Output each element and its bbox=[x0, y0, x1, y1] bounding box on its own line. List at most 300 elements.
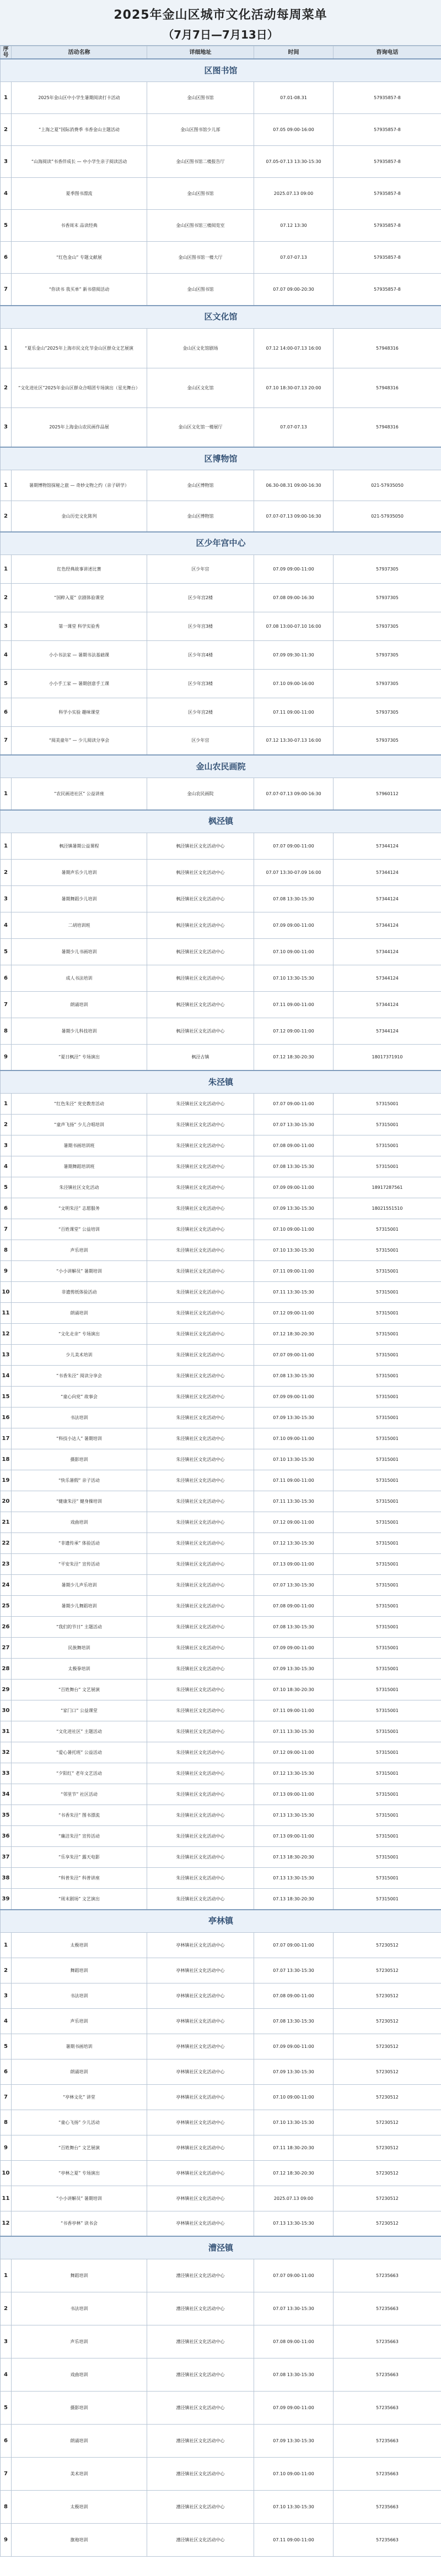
activity-name: 暑期少儿书画培训 bbox=[12, 938, 147, 965]
time: 07.12 09:00-11:00 bbox=[254, 1303, 334, 1324]
address: 朱泾镇社区文化活动中心 bbox=[147, 1617, 254, 1638]
activity-name: “百姓课堂” 公益培训 bbox=[12, 1219, 147, 1240]
activity-name: 舞蹈培训 bbox=[12, 2259, 147, 2292]
time: 07.08 09:00-11:00 bbox=[254, 1135, 334, 1156]
phone: 57315001 bbox=[334, 1847, 441, 1868]
row-index: 8 bbox=[1, 1018, 12, 1044]
time: 06.30-08.31 09:00-16:30 bbox=[254, 470, 334, 501]
table-body bbox=[1, 59, 441, 2557]
activity-name: 戏曲培训 bbox=[12, 1512, 147, 1533]
time: 07.10 18:30-07.13 20:00 bbox=[254, 368, 334, 407]
phone: 57344124 bbox=[334, 965, 441, 991]
table-row bbox=[1, 501, 441, 532]
table-row bbox=[1, 2186, 441, 2211]
time: 07.09 13:30-15:30 bbox=[254, 2059, 334, 2084]
row-index: 14 bbox=[1, 1366, 12, 1387]
phone: 57235663 bbox=[334, 2259, 441, 2292]
table-row bbox=[1, 1303, 441, 1324]
table-header bbox=[1, 46, 441, 59]
row-index: 6 bbox=[1, 242, 12, 274]
activity-name: 声乐培训 bbox=[12, 2325, 147, 2358]
table-row bbox=[1, 859, 441, 885]
table-row bbox=[1, 612, 441, 640]
time: 07.11 13:30-15:30 bbox=[254, 1282, 334, 1303]
time: 07.11 09:00-11:00 bbox=[254, 2524, 334, 2557]
activity-name: “童声飞扬” 少儿合唱培训 bbox=[12, 1115, 147, 1135]
address: 亭林镇社区文化活动中心 bbox=[147, 2008, 254, 2034]
activity-name: “红色朱泾” 党史教育活动 bbox=[12, 1094, 147, 1115]
time: 07.09 09:30-11:30 bbox=[254, 640, 334, 669]
activity-name: “快乐暑假” 亲子活动 bbox=[12, 1470, 147, 1491]
phone: 57235663 bbox=[334, 2325, 441, 2358]
activity-name: 美术培训 bbox=[12, 2458, 147, 2491]
table-row bbox=[1, 2135, 441, 2160]
activity-name: 舞蹈培训 bbox=[12, 1958, 147, 1983]
activity-name: 暑期书画培训 bbox=[12, 2034, 147, 2059]
table-row bbox=[1, 1156, 441, 1177]
address: 金山区博物馆 bbox=[147, 470, 254, 501]
row-index: 18 bbox=[1, 1449, 12, 1470]
table-row bbox=[1, 114, 441, 146]
phone: 57315001 bbox=[334, 1554, 441, 1575]
table-row bbox=[1, 1533, 441, 1554]
phone: 57235663 bbox=[334, 2491, 441, 2524]
row-index: 24 bbox=[1, 1575, 12, 1596]
time: 07.13 13:30-15:30 bbox=[254, 1868, 334, 1889]
table-row bbox=[1, 1407, 441, 1428]
address: 朱泾镇社区文化活动中心 bbox=[147, 1387, 254, 1407]
table-row bbox=[1, 1659, 441, 1680]
activity-name: “你读书 我买单” 新书借阅活动 bbox=[12, 274, 147, 306]
phone: 57230512 bbox=[334, 1932, 441, 1958]
activity-name: “乐享朱泾” 露天电影 bbox=[12, 1847, 147, 1868]
activity-name: “夕阳红” 老年文艺活动 bbox=[12, 1763, 147, 1784]
address: 亭林镇社区文化活动中心 bbox=[147, 2211, 254, 2236]
table-row bbox=[1, 726, 441, 755]
table-row bbox=[1, 1596, 441, 1617]
address: 亭林镇社区文化活动中心 bbox=[147, 2034, 254, 2059]
row-index: 1 bbox=[1, 833, 12, 859]
row-index: 5 bbox=[1, 2034, 12, 2059]
table-row bbox=[1, 1958, 441, 1983]
activity-name: “爱心暑托班” 公益活动 bbox=[12, 1742, 147, 1763]
row-index: 1 bbox=[1, 555, 12, 583]
table-row bbox=[1, 2325, 441, 2358]
activity-name: “书香亭林” 读书会 bbox=[12, 2211, 147, 2236]
table-row bbox=[1, 1018, 441, 1044]
phone: 57935857-8 bbox=[334, 210, 441, 242]
row-index: 1 bbox=[1, 470, 12, 501]
address: 枫泾古镇 bbox=[147, 1044, 254, 1070]
phone: 57230512 bbox=[334, 2211, 441, 2236]
address: 枫泾镇社区文化活动中心 bbox=[147, 938, 254, 965]
address: 区少年宫 bbox=[147, 555, 254, 583]
activity-name: “科技小达人” 暑期培训 bbox=[12, 1428, 147, 1449]
row-index: 37 bbox=[1, 1847, 12, 1868]
activity-name: 摄影培训 bbox=[12, 2392, 147, 2425]
time: 07.12 13:30 bbox=[254, 210, 334, 242]
time: 07.09 09:00-11:00 bbox=[254, 2392, 334, 2425]
time: 07.08 09:00-11:00 bbox=[254, 1596, 334, 1617]
activity-name: “百姓舞台” 文艺展演 bbox=[12, 1680, 147, 1700]
phone: 57315001 bbox=[334, 1763, 441, 1784]
activity-name: 夏季图书漂流 bbox=[12, 178, 147, 210]
row-index: 7 bbox=[1, 274, 12, 306]
row-index: 4 bbox=[1, 178, 12, 210]
phone: 57315001 bbox=[334, 1261, 441, 1282]
phone: 57235663 bbox=[334, 2425, 441, 2458]
time: 07.12 18:30-20:30 bbox=[254, 1324, 334, 1345]
row-index: 27 bbox=[1, 1638, 12, 1659]
section-title: 区博物馆 bbox=[1, 447, 441, 470]
row-index: 36 bbox=[1, 1826, 12, 1847]
address: 朱泾镇社区文化活动中心 bbox=[147, 1659, 254, 1680]
row-index: 33 bbox=[1, 1763, 12, 1784]
phone: 18017371910 bbox=[334, 1044, 441, 1070]
activity-name: “百姓舞台” 文艺展演 bbox=[12, 2135, 147, 2160]
table-row bbox=[1, 1324, 441, 1345]
row-index: 8 bbox=[1, 2491, 12, 2524]
activity-name: 枫泾镇暑期公益课程 bbox=[12, 833, 147, 859]
phone: 57230512 bbox=[334, 2160, 441, 2186]
phone: 57235663 bbox=[334, 2524, 441, 2557]
table-row bbox=[1, 1135, 441, 1156]
phone: 57315001 bbox=[334, 1533, 441, 1554]
activity-name: “周末剧场” 文艺演出 bbox=[12, 1889, 147, 1910]
activity-name: 朱泾镇社区文化活动 bbox=[12, 1177, 147, 1198]
time: 07.08 13:30-15:30 bbox=[254, 885, 334, 912]
activity-name: “邻里节” 社区活动 bbox=[12, 1784, 147, 1805]
activity-name: 朗诵培训 bbox=[12, 1303, 147, 1324]
phone: 57315001 bbox=[334, 1135, 441, 1156]
address: 亭林镇社区文化活动中心 bbox=[147, 2186, 254, 2211]
row-index: 8 bbox=[1, 1240, 12, 1261]
phone: 57960112 bbox=[334, 778, 441, 810]
row-index: 4 bbox=[1, 640, 12, 669]
phone: 57315001 bbox=[334, 1219, 441, 1240]
row-index: 6 bbox=[1, 965, 12, 991]
row-index: 7 bbox=[1, 726, 12, 755]
table-row bbox=[1, 2358, 441, 2392]
row-index: 16 bbox=[1, 1407, 12, 1428]
time: 07.13 09:00-11:00 bbox=[254, 1784, 334, 1805]
table-row bbox=[1, 1700, 441, 1721]
table-row bbox=[1, 470, 441, 501]
address: 亭林镇社区文化活动中心 bbox=[147, 1983, 254, 2008]
row-index: 4 bbox=[1, 1156, 12, 1177]
phone: 57937305 bbox=[334, 583, 441, 612]
time: 07.01-08.31 bbox=[254, 82, 334, 114]
activity-name: 成人书法培训 bbox=[12, 965, 147, 991]
section-title: 亭林镇 bbox=[1, 1910, 441, 1933]
phone: 57344124 bbox=[334, 912, 441, 938]
address: 朱泾镇社区文化活动中心 bbox=[147, 1533, 254, 1554]
phone: 57315001 bbox=[334, 1596, 441, 1617]
title-banner bbox=[0, 0, 441, 46]
address: 漕泾镇社区文化活动中心 bbox=[147, 2458, 254, 2491]
phone: 57315001 bbox=[334, 1784, 441, 1805]
address: 亭林镇社区文化活动中心 bbox=[147, 2135, 254, 2160]
row-index: 31 bbox=[1, 1721, 12, 1742]
table-row bbox=[1, 407, 441, 447]
table-row bbox=[1, 242, 441, 274]
phone: 57937305 bbox=[334, 612, 441, 640]
row-index: 7 bbox=[1, 2084, 12, 2110]
time: 07.07 09:00-11:00 bbox=[254, 1094, 334, 1115]
row-index: 4 bbox=[1, 912, 12, 938]
address: 朱泾镇社区文化活动中心 bbox=[147, 1135, 254, 1156]
table-row bbox=[1, 698, 441, 726]
address: 朱泾镇社区文化活动中心 bbox=[147, 1638, 254, 1659]
phone: 57315001 bbox=[334, 1889, 441, 1910]
activity-name: “书香朱泾” 阅读分享会 bbox=[12, 1366, 147, 1387]
phone: 57230512 bbox=[334, 1958, 441, 1983]
address: 朱泾镇社区文化活动中心 bbox=[147, 1261, 254, 1282]
table-row bbox=[1, 1805, 441, 1826]
phone: 57315001 bbox=[334, 1407, 441, 1428]
phone: 57315001 bbox=[334, 1680, 441, 1700]
phone: 57344124 bbox=[334, 938, 441, 965]
phone: 57315001 bbox=[334, 1575, 441, 1596]
time: 07.10 18:30-20:30 bbox=[254, 1680, 334, 1700]
header-phone: 咨询电话 bbox=[334, 46, 441, 59]
page-subtitle: （7月7日—7月13日） bbox=[163, 28, 278, 41]
phone: 57315001 bbox=[334, 1366, 441, 1387]
phone: 57230512 bbox=[334, 2084, 441, 2110]
address: 漕泾镇社区文化活动中心 bbox=[147, 2358, 254, 2392]
activity-name: 少儿美术培训 bbox=[12, 1345, 147, 1366]
time: 07.11 13:30-15:30 bbox=[254, 1491, 334, 1512]
row-index: 5 bbox=[1, 938, 12, 965]
table-row bbox=[1, 778, 441, 810]
row-index: 6 bbox=[1, 1198, 12, 1219]
address: 漕泾镇社区文化活动中心 bbox=[147, 2292, 254, 2325]
address: 金山区图书馆 bbox=[147, 274, 254, 306]
row-index: 3 bbox=[1, 2325, 12, 2358]
header-address: 详细地址 bbox=[147, 46, 254, 59]
phone: 57230512 bbox=[334, 2186, 441, 2211]
page-title: 2025年金山区城市文化活动每周菜单 bbox=[114, 8, 327, 22]
table-row bbox=[1, 210, 441, 242]
table-row bbox=[1, 1387, 441, 1407]
time: 2025.07.13 09:00 bbox=[254, 178, 334, 210]
row-index: 32 bbox=[1, 1742, 12, 1763]
address: 朱泾镇社区文化活动中心 bbox=[147, 1826, 254, 1847]
time: 07.11 09:00-11:00 bbox=[254, 1470, 334, 1491]
activity-name: 暑期舞蹈少儿培训 bbox=[12, 885, 147, 912]
address: 朱泾镇社区文化活动中心 bbox=[147, 1721, 254, 1742]
row-index: 7 bbox=[1, 1219, 12, 1240]
address: 漕泾镇社区文化活动中心 bbox=[147, 2259, 254, 2292]
phone: 57315001 bbox=[334, 1638, 441, 1659]
row-index: 23 bbox=[1, 1554, 12, 1575]
address: 区少年宫2楼 bbox=[147, 583, 254, 612]
row-index: 5 bbox=[1, 210, 12, 242]
address: 漕泾镇社区文化活动中心 bbox=[147, 2491, 254, 2524]
phone: 57315001 bbox=[334, 1387, 441, 1407]
table-row bbox=[1, 965, 441, 991]
table-row bbox=[1, 1219, 441, 1240]
activity-name: “科普朱泾” 科普讲座 bbox=[12, 1868, 147, 1889]
time: 07.12 09:00-11:00 bbox=[254, 1742, 334, 1763]
activity-name: 书香周末 品读经典 bbox=[12, 210, 147, 242]
address: 金山区图书馆三楼阅览室 bbox=[147, 210, 254, 242]
time: 07.07 13:30-15:30 bbox=[254, 1115, 334, 1135]
row-index: 10 bbox=[1, 2160, 12, 2186]
activity-name: “小小讲解员” 暑期培训 bbox=[12, 2186, 147, 2211]
address: 漕泾镇社区文化活动中心 bbox=[147, 2425, 254, 2458]
phone: 57315001 bbox=[334, 1826, 441, 1847]
table-row bbox=[1, 1826, 441, 1847]
table-row bbox=[1, 1115, 441, 1135]
section-header bbox=[1, 59, 441, 82]
time: 07.07 09:00-11:00 bbox=[254, 833, 334, 859]
address: 朱泾镇社区文化活动中心 bbox=[147, 1554, 254, 1575]
table-row bbox=[1, 1983, 441, 2008]
activity-name: 戏曲培训 bbox=[12, 2358, 147, 2392]
time: 07.08 09:00-16:30 bbox=[254, 583, 334, 612]
address: 枫泾镇社区文化活动中心 bbox=[147, 859, 254, 885]
activity-name: “亭林文化” 讲堂 bbox=[12, 2084, 147, 2110]
time: 07.10 09:00-16:00 bbox=[254, 669, 334, 698]
activity-name: “红色金山” 专题文献展 bbox=[12, 242, 147, 274]
activity-name: 书法培训 bbox=[12, 2292, 147, 2325]
row-index: 2 bbox=[1, 583, 12, 612]
table-row bbox=[1, 82, 441, 114]
activity-name: “我们的节日” 主题活动 bbox=[12, 1617, 147, 1638]
address: 区少年宫4楼 bbox=[147, 640, 254, 669]
address: 金山区文化馆剧场 bbox=[147, 328, 254, 368]
time: 07.07 13:30-15:30 bbox=[254, 2292, 334, 2325]
time: 07.07-07.13 09:00-16:30 bbox=[254, 501, 334, 532]
row-index: 10 bbox=[1, 1282, 12, 1303]
section-title: 区文化馆 bbox=[1, 306, 441, 329]
time: 07.10 09:00-11:00 bbox=[254, 2458, 334, 2491]
row-index: 2 bbox=[1, 859, 12, 885]
time: 07.05 09:00-16:00 bbox=[254, 114, 334, 146]
table-row bbox=[1, 2160, 441, 2186]
phone: 57230512 bbox=[334, 1983, 441, 2008]
row-index: 15 bbox=[1, 1387, 12, 1407]
row-index: 1 bbox=[1, 1094, 12, 1115]
activity-name: 2025年上海金山农民画作品展 bbox=[12, 407, 147, 447]
row-index: 1 bbox=[1, 778, 12, 810]
time: 07.12 09:00-11:00 bbox=[254, 1512, 334, 1533]
address: 朱泾镇社区文化活动中心 bbox=[147, 1596, 254, 1617]
phone: 57935857-8 bbox=[334, 82, 441, 114]
phone: 57937305 bbox=[334, 698, 441, 726]
row-index: 13 bbox=[1, 1345, 12, 1366]
row-index: 3 bbox=[1, 612, 12, 640]
time: 07.09 13:30-15:30 bbox=[254, 1407, 334, 1428]
address: 枫泾镇社区文化活动中心 bbox=[147, 991, 254, 1018]
time: 07.09 13:30-15:30 bbox=[254, 1198, 334, 1219]
row-index: 2 bbox=[1, 2292, 12, 2325]
section-title: 漕泾镇 bbox=[1, 2236, 441, 2259]
time: 07.09 09:00-11:00 bbox=[254, 2034, 334, 2059]
time: 07.13 13:30-15:30 bbox=[254, 1805, 334, 1826]
table-row bbox=[1, 1044, 441, 1070]
address: 朱泾镇社区文化活动中心 bbox=[147, 1763, 254, 1784]
time: 07.11 09:00-11:00 bbox=[254, 991, 334, 1018]
phone: 57315001 bbox=[334, 1868, 441, 1889]
table-row bbox=[1, 1868, 441, 1889]
activity-name: “文化进社区” 主题活动 bbox=[12, 1721, 147, 1742]
time: 07.07 09:00-11:00 bbox=[254, 2259, 334, 2292]
phone: 57315001 bbox=[334, 1156, 441, 1177]
time: 07.13 09:00-11:00 bbox=[254, 1554, 334, 1575]
phone: 57230512 bbox=[334, 2059, 441, 2084]
table-row bbox=[1, 885, 441, 912]
table-row bbox=[1, 2292, 441, 2325]
phone: 57344124 bbox=[334, 885, 441, 912]
row-index: 11 bbox=[1, 1303, 12, 1324]
phone: 57315001 bbox=[334, 1240, 441, 1261]
time: 07.12 18:30-20:30 bbox=[254, 1044, 334, 1070]
address: 金山区图书馆一楼大厅 bbox=[147, 242, 254, 274]
time: 07.07 13:30-07.09 16:00 bbox=[254, 859, 334, 885]
time: 07.10 09:00-11:00 bbox=[254, 1428, 334, 1449]
activity-name: “上海之夏”国际消费季 书香金山主题活动 bbox=[12, 114, 147, 146]
phone: 57935857-8 bbox=[334, 114, 441, 146]
phone: 18917287561 bbox=[334, 1177, 441, 1198]
row-index: 7 bbox=[1, 2458, 12, 2491]
activity-name: “小小讲解员” 暑期培训 bbox=[12, 1261, 147, 1282]
table-row bbox=[1, 1784, 441, 1805]
time: 07.07-07.13 09:00-16:30 bbox=[254, 778, 334, 810]
table-row bbox=[1, 2259, 441, 2292]
address: 漕泾镇社区文化活动中心 bbox=[147, 2392, 254, 2425]
activity-name: 暑期少儿科技培训 bbox=[12, 1018, 147, 1044]
address: 漕泾镇社区文化活动中心 bbox=[147, 2325, 254, 2358]
table-row bbox=[1, 368, 441, 407]
time: 07.10 13:30-15:30 bbox=[254, 965, 334, 991]
time: 07.08 09:00-11:00 bbox=[254, 2325, 334, 2358]
phone: 021-57935050 bbox=[334, 470, 441, 501]
row-index: 9 bbox=[1, 1261, 12, 1282]
time: 07.13 18:30-20:30 bbox=[254, 1889, 334, 1910]
activity-name: “廉洁朱泾” 宣传活动 bbox=[12, 1826, 147, 1847]
activity-name: 摄影培训 bbox=[12, 1449, 147, 1470]
activity-name: 旗袍培训 bbox=[12, 2524, 147, 2557]
address: 区少年宫 bbox=[147, 726, 254, 755]
address: 亭林镇社区文化活动中心 bbox=[147, 1958, 254, 1983]
time: 07.13 18:30-20:30 bbox=[254, 1847, 334, 1868]
row-index: 25 bbox=[1, 1596, 12, 1617]
table-row bbox=[1, 178, 441, 210]
address: 朱泾镇社区文化活动中心 bbox=[147, 1345, 254, 1366]
activity-name: “童心飞扬” 少儿活动 bbox=[12, 2110, 147, 2135]
address: 朱泾镇社区文化活动中心 bbox=[147, 1784, 254, 1805]
activity-name: 书法培训 bbox=[12, 1407, 147, 1428]
table-row bbox=[1, 2392, 441, 2425]
address: 区少年宫3楼 bbox=[147, 612, 254, 640]
activity-name: “文化走亲” 专场演出 bbox=[12, 1324, 147, 1345]
phone: 57937305 bbox=[334, 640, 441, 669]
section-title: 枫泾镇 bbox=[1, 810, 441, 833]
address: 金山区博物馆 bbox=[147, 501, 254, 532]
activity-name: 朗诵培训 bbox=[12, 2425, 147, 2458]
table-row bbox=[1, 1617, 441, 1638]
phone: 57935857-8 bbox=[334, 178, 441, 210]
table-row bbox=[1, 1177, 441, 1198]
activity-name: “亭林之夏” 专场演出 bbox=[12, 2160, 147, 2186]
address: 金山区文化馆 bbox=[147, 368, 254, 407]
time: 07.08 13:30-15:30 bbox=[254, 1366, 334, 1387]
address: 朱泾镇社区文化活动中心 bbox=[147, 1470, 254, 1491]
activity-name: “夏日枫泾” 专场演出 bbox=[12, 1044, 147, 1070]
time: 07.10 13:30-15:30 bbox=[254, 2491, 334, 2524]
